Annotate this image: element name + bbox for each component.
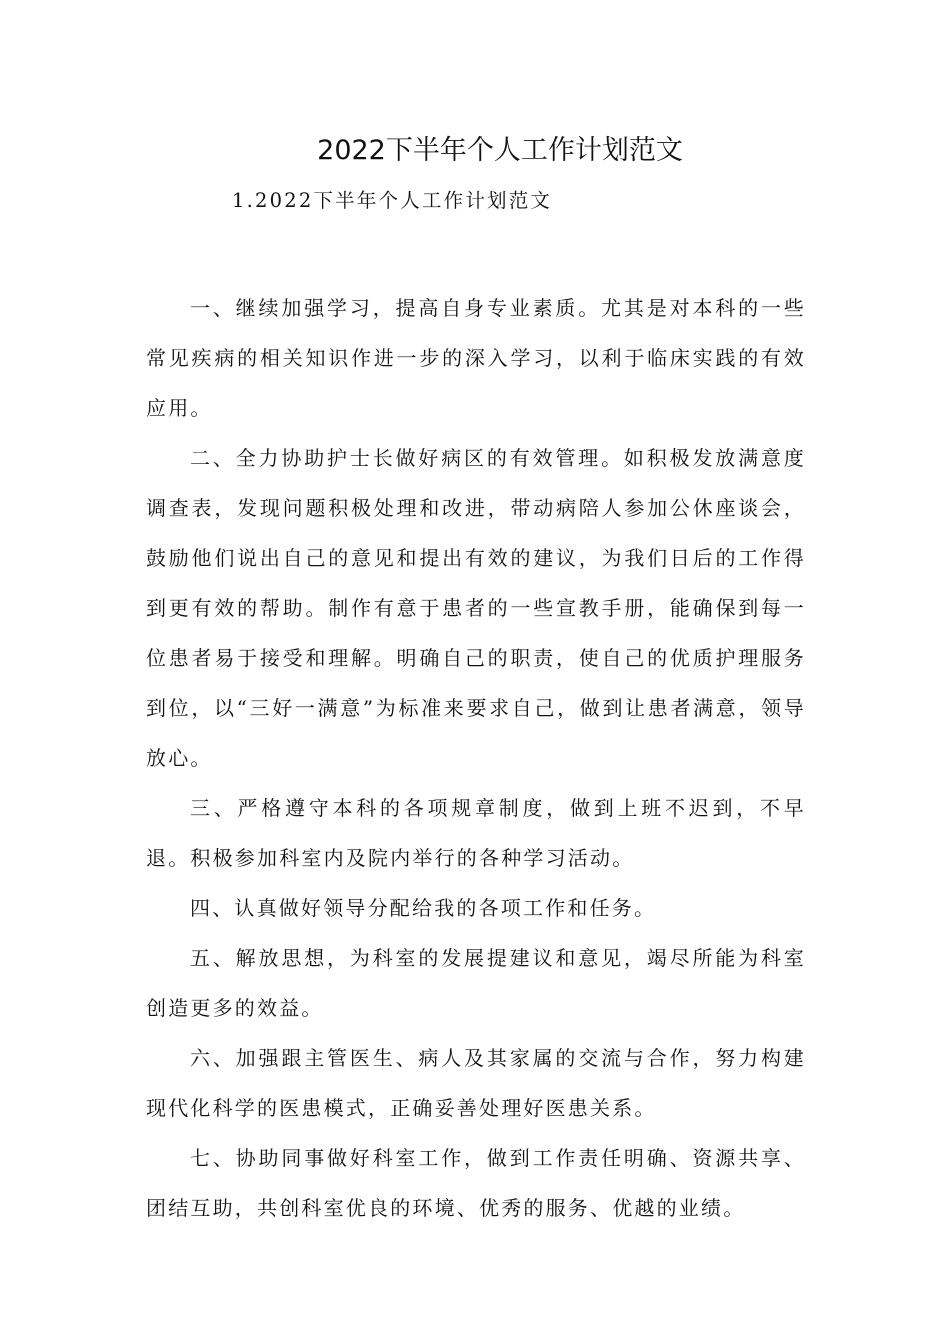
document-subtitle: 1.2022下半年个人工作计划范文 [232, 189, 553, 212]
paragraph-1: 一、继续加强学习，提高自身专业素质。尤其是对本科的一些常见疾病的相关知识作进一步的深入学习，以利于临床实践的有效应用。 [146, 296, 806, 420]
paragraph-3: 三、严格遵守本科的各项规章制度，做到上班不迟到，不早退。积极参加科室内及院内举行的各种学习活动。 [146, 796, 806, 870]
paragraph-5: 五、解放思想，为科室的发展提建议和意见，竭尽所能为科室创造更多的效益。 [146, 946, 806, 1020]
paragraph-6: 六、加强跟主管医生、病人及其家属的交流与合作，努力构建现代化科学的医患模式，正确妥善处理好医患关系。 [146, 1046, 806, 1120]
document-title: 2022下半年个人工作计划范文 [317, 135, 683, 166]
paragraph-7: 七、协助同事做好科室工作，做到工作责任明确、资源共享、团结互助，共创科室优良的环境、优秀的服务、优越的业绩。 [146, 1146, 806, 1220]
paragraph-2: 二、全力协助护士长做好病区的有效管理。如积极发放满意度调查表，发现问题积极处理和改进，带动病陪人参加公休座谈会，鼓励他们说出自己的意见和提出有效的建议，为我们日后的工作得到更有效的帮助。制作有意于患者的一些宣教手册，能确保到每一位患者易于接受和理解。明确自己的职责，使自己的优质护理服务到位，以“三好一满意”为标准来要求自己，做到让患者满意，领导放心。 [146, 446, 806, 770]
paragraph-4: 四、认真做好领导分配给我的各项工作和任务。 [190, 896, 657, 920]
document-body [146, 283, 806, 1233]
